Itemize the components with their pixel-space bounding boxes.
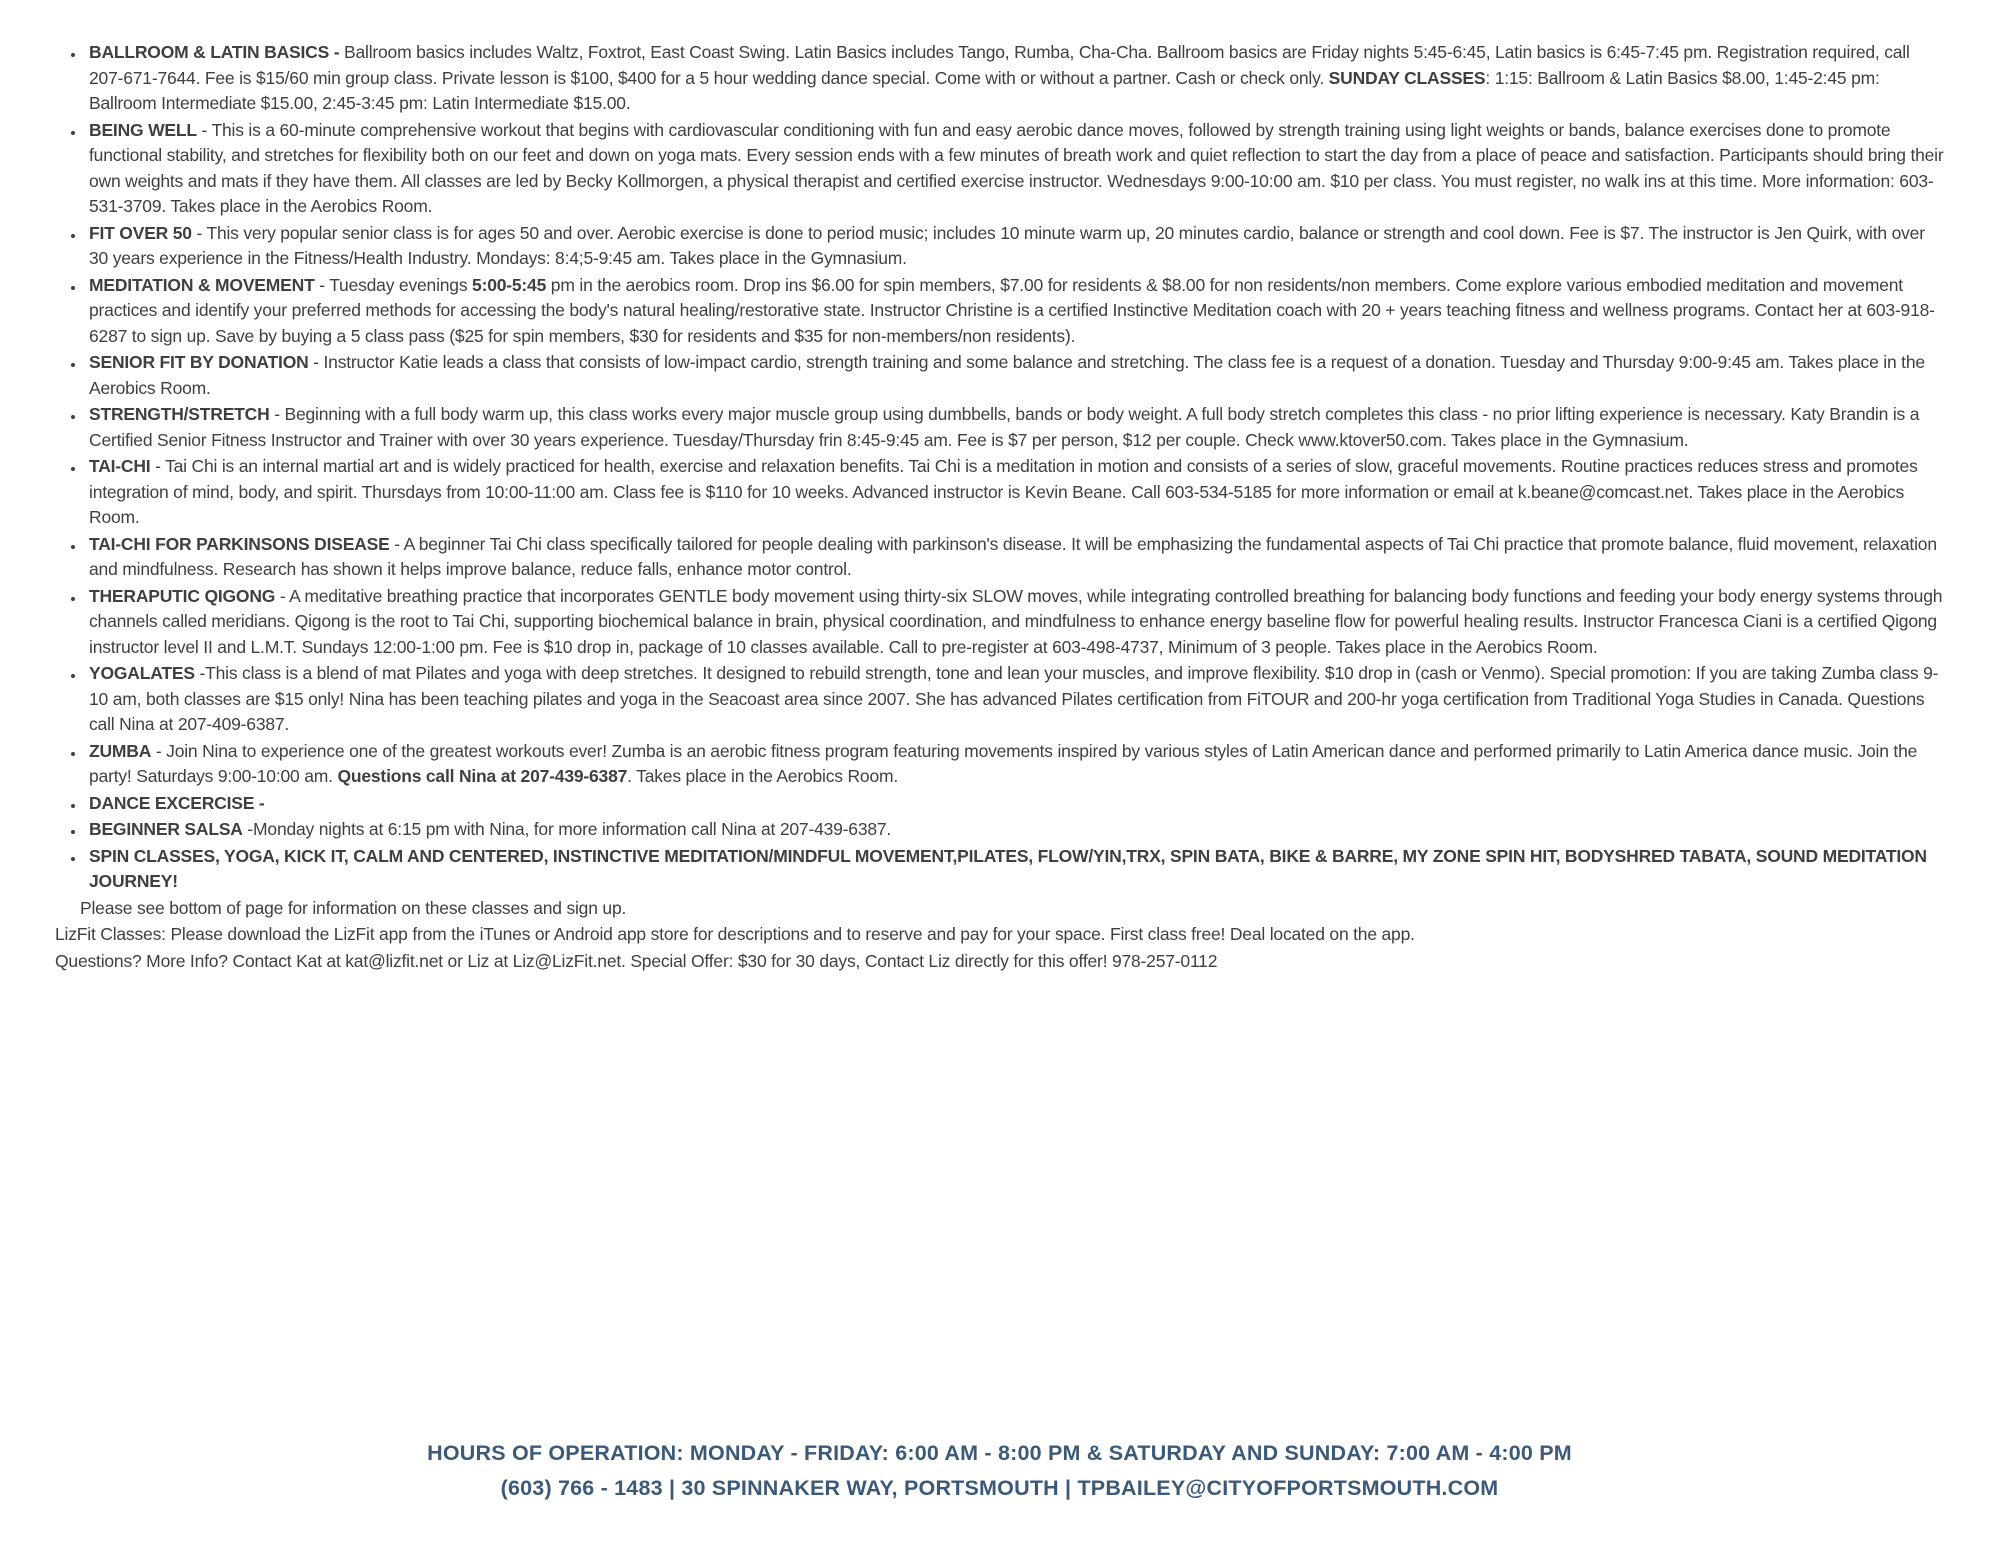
class-title: ZUMBA (89, 740, 152, 761)
list-item (85, 739, 1947, 790)
class-title: FIT OVER 50 (89, 222, 192, 243)
class-list (55, 40, 1947, 895)
list-item (85, 844, 1947, 895)
list-item (85, 791, 1947, 817)
list-item (85, 273, 1947, 350)
class-title: BEGINNER SALSA (89, 819, 243, 839)
list-item (85, 532, 1947, 583)
see-bottom-note: Please see bottom of page for information on these classes and sign up. (80, 897, 627, 918)
footer (0, 1436, 1999, 1506)
footer-contact-line: (603) 766 - 1483 | 30 SPINNAKER WAY, PORTSMOUTH | TPBAILEY@CITYOFPORTSMOUTH.COM (500, 1476, 1499, 1500)
list-item (85, 221, 1947, 272)
class-title: BEING WELL (89, 119, 197, 140)
class-title: Questions call Nina at 207-439-6387 (337, 766, 628, 786)
class-description: - Tai Chi is an internal martial art and is widely practiced for health, exercise and relaxation benefits. Tai Chi is a meditation in motion and consists of a series of slow, graceful movements. Routine practices reduces stress and promotes integration of mind, body, and spirit. Thursdays from 10:00-11:00 am. Class fee is $110 for 10 weeks. Advanced instructor is Kevin Beane. Call 603-534-5185 for more information or email at k.beane@comcast.net. Takes place in the Aerobics Room. (89, 456, 1918, 527)
list-item (85, 402, 1947, 453)
class-description: - Instructor Katie leads a class that consists of low-impact cardio, strength training and some balance and stretching. The class fee is a request of a donation. Tuesday and Thursday 9:00-9:45 am. Takes place in the Aerobics Room. (89, 352, 1925, 398)
list-item (85, 454, 1947, 531)
class-title: BALLROOM & LATIN BASICS - (89, 42, 345, 62)
class-description: - A beginner Tai Chi class specifically tailored for people dealing with parkinson's disease. It will be emphasizing the fundamental aspects of Tai Chi practice that promote balance, fluid movement, relaxation and mindfulness. Research has shown it helps improve balance, reduce falls, enhance motor control. (89, 533, 1937, 579)
class-title: SPIN CLASSES, YOGA, KICK IT, CALM AND CENTERED, INSTINCTIVE MEDITATION/MINDFUL MOVEMENT,PILATES, FLOW/YIN,TRX, SPIN BATA, BIKE & BARRE, MY ZONE SPIN HIT, BODYSHRED TABATA, SOUND MEDITATION JOURNEY! (89, 845, 1927, 891)
class-title: TAI-CHI (89, 456, 151, 476)
list-item (85, 584, 1947, 661)
class-title: SENIOR FIT BY DONATION (89, 352, 309, 372)
list-item (85, 661, 1947, 738)
class-title: SUNDAY CLASSES (1328, 67, 1486, 88)
class-title: TAI-CHI FOR PARKINSONS DISEASE (89, 533, 390, 554)
class-title: STRENGTH/STRETCH (89, 404, 270, 424)
class-description: - A meditative breathing practice that incorporates GENTLE body movement using thirty-six SLOW moves, while integrating controlled breathing for balancing body functions and feeding your body energy systems through channels called meridians. Qigong is the root to Tai Chi, supporting biochemical balance in brain, physical coordination, and mindfulness to enhance energy baseline flow for powerful healing results. Instructor Francesca Ciani is a certified Qigong instructor level II and L.M.T. Sundays 12:00-1:00 pm. Fee is $10 drop in, package of 10 classes available. Call to pre-register at 603-498-4737, Minimum of 3 people. Takes place in the Aerobics Room. (89, 585, 1943, 657)
class-title: DANCE EXCERCISE - (89, 792, 265, 813)
list-item (85, 817, 1947, 843)
list-item (85, 40, 1947, 117)
class-description: - This is a 60-minute comprehensive workout that begins with cardiovascular conditioning with fun and easy aerobic dance moves, followed by strength training using light weights or bands, balance exercises done to promote functional stability, and stretches for flexibility both on our feet and down on yoga mats. Every session ends with a few minutes of breath work and quiet reflection to start the day from a place of peace and satisfaction. Participants should bring their own weights and mats if they have them. All classes are led by Becky Kollmorgen, a physical therapist and certified exercise instructor. Wednesdays 9:00-10:00 am. $10 per class. You must register, no walk ins at this time. More information: 603-531-3709. Takes place in the Aerobics Room. (89, 119, 1944, 216)
class-title: 5:00-5:45 (472, 274, 547, 295)
class-description: -Monday nights at 6:15 pm with Nina, for more information call Nina at 207-439-6387. (242, 819, 892, 839)
class-title: MEDITATION & MOVEMENT (89, 274, 315, 295)
class-description: : 1:15: Ballroom & Latin Basics $8.00, 1:45-2:45 pm: Ballroom Intermediate $15.00, 2:45-3:45 pm: Latin Intermediate $15.00. (89, 67, 1880, 113)
list-item (85, 118, 1947, 220)
class-description: . Takes place in the Aerobics Room. (627, 766, 899, 786)
class-title: YOGALATES (89, 663, 195, 683)
class-description: Ballroom basics includes Waltz, Foxtrot, East Coast Swing. Latin Basics includes Tango, Rumba, Cha-Cha. Ballroom basics are Friday nights 5:45-6:45, Latin basics is 6:45-7:45 pm. Registration required, call 207-671-7644. Fee is $15/60 min group class. Private lesson is $100, $400 for a 5 hour wedding dance special. Come with or without a partner. Cash or check only. (89, 42, 1910, 88)
lizfit-note-line2: Questions? More Info? Contact Kat at kat@lizfit.net or Liz at Liz@LizFit.net. Special Offer: $30 for 30 days, Contact Liz directly for this offer! 978-257-0112 (55, 950, 1218, 971)
class-title: THERAPUTIC QIGONG (89, 585, 276, 606)
footer-hours-line: HOURS OF OPERATION: MONDAY - FRIDAY: 6:00 AM - 8:00 PM & SATURDAY AND SUNDAY: 7:00 AM - 4:00 PM (427, 1441, 1572, 1465)
lizfit-note-line1: LizFit Classes: Please download the LizFit app from the iTunes or Android app store for descriptions and to reserve and pay for your space. First class free! Deal located on the app. (55, 924, 1415, 944)
class-description: - Beginning with a full body warm up, this class works every major muscle group using dumbbells, bands or body weight. A full body stretch completes this class - no prior lifting experience is necessary. Katy Brandin is a Certified Senior Fitness Instructor and Trainer with over 30 years experience. Tuesday/Thursday frin 8:45-9:45 am. Fee is $7 per person, $12 per couple. Check www.ktover50.com. Takes place in the Gymnasium. (89, 404, 1920, 450)
list-item (85, 350, 1947, 401)
class-description: - Tuesday evenings (314, 274, 473, 295)
class-description: - Join Nina to experience one of the greatest workouts ever! Zumba is an aerobic fitness program featuring movements inspired by various styles of Latin American dance and performed primarily to Latin America dance music. Join the party! Saturdays 9:00-10:00 am. (89, 740, 1918, 786)
class-description: pm in the aerobics room. Drop ins $6.00 for spin members, $7.00 for residents & $8.00 for non residents/non members. Come explore various embodied meditation and movement practices and identify your preferred methods for accessing the body's natural healing/restorative state. Instructor Christine is a certified Instinctive Meditation coach with 20 + years teaching fitness and wellness programs. Contact her at 603-918-6287 to sign up. Save by buying a 5 class pass ($25 for spin members, $30 for residents and $35 for non-members/non residents). (89, 274, 1935, 346)
class-description: - This very popular senior class is for ages 50 and over. Aerobic exercise is done to period music; includes 10 minute warm up, 20 minutes cardio, balance or strength and cool down. Fee is $7. The instructor is Jen Quirk, with over 30 years experience in the Fitness/Health Industry. Mondays: 8:4;5-9:45 am. Takes place in the Gymnasium. (89, 222, 1925, 268)
class-description: -This class is a blend of mat Pilates and yoga with deep stretches. It designed to rebuild strength, tone and lean your muscles, and improve flexibility. $10 drop in (cash or Venmo). Special promotion: If you are taking Zumba class 9-10 am, both classes are $15 only! Nina has been teaching pilates and yoga in the Seacoast area since 2007. She has advanced Pilates certification from FiTOUR and 200-hr yoga certification from Traditional Yoga Studies in Canada. Questions call Nina at 207-409-6387. (89, 663, 1939, 734)
